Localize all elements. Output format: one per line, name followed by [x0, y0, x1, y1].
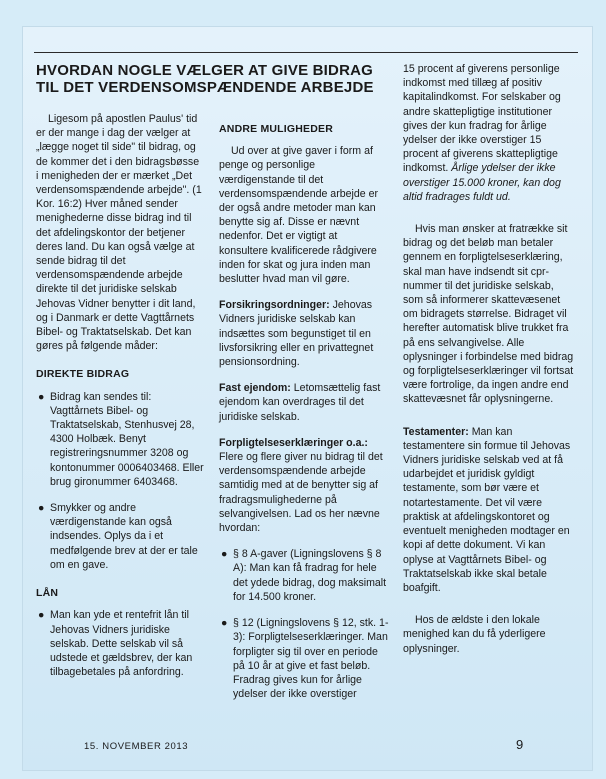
testament-paragraph [403, 425, 576, 595]
deduction-paragraph: Hvis man ønsker at fratrække sit bidrag og det beløb man betaler gennem en forpligtelseserklæring, skal man have indsendt sit cpr-nummer til det juridiske selskab, som så informerer skattevæsenet om bidragets størrelse. Bidraget vil herefter automatisk blive trukket fra på ens selvangivelse. Alle oplysninger i forbindelse med bidrag og forpligtelseserklæringer vil fortsat være fortrolige, da ingen andre end skattevæsnet får oplysningerne. [403, 223, 574, 406]
list-item-text: § 8 A-gaver (Ligningslovens § 8 A): Man kan få fradrag for hele det ydede bidrag, dog maksimalt for 14.500 kroner. [233, 548, 387, 603]
obligation-text: Flere og flere giver nu bidrag til det verdensomspændende arbejde samtidig med at de benytter sig af fradragsmulighederne på selvangivelsen. Lad os her nævne hvordan: [219, 451, 383, 535]
direct-list [36, 390, 204, 572]
testament-heading: Testamenter: [403, 425, 469, 438]
list-item [36, 501, 204, 572]
list-item-text: § 12 (Ligningslovens § 12, stk. 1-3): Forpligtelseserklæringer. Man forpligter sig til over en periode på 10 år at give et fast beløb. Fradrag gives kun for årlige ydelser der ikke overstiger [233, 617, 389, 701]
article-title: HVORDAN NOGLE VÆLGER AT GIVE BIDRAG TIL DET VERDENSOMSPÆNDENDE ARBEJDE [36, 62, 374, 96]
footer-date: 15. NOVEMBER 2013 [84, 741, 189, 752]
obligation-paragraph [219, 436, 389, 535]
bullet-icon: ● [221, 548, 228, 561]
continued-italic-text: Årlige ydelser der ikke overstiger 15.000 kroner, kan dog altid fradrages fuldt ud. [403, 162, 561, 203]
bullet-icon: ● [38, 502, 45, 515]
page-number: 9 [516, 737, 524, 752]
direct-heading: DIREKTE BIDRAG [36, 368, 130, 381]
closing-paragraph: Hos de ældste i den lokale menighed kan du få yderligere oplysninger. [403, 614, 546, 655]
bullet-icon: ● [38, 609, 45, 622]
intro-paragraph: Ligesom på apostlen Paulus' tid er der mange i dag der vælger at „lægge noget til side" til bidrag, og de kommer det i den bidragsbøsse i menigheden der er mærket „Det verdensomspændende arbejde". (1 Kor. 16:2) Hver måned sender menighederne disse bidrag ind til det afdelingskontor der betjener deres land. Du kan også vælge at sende bidrag til det verdensomspændende arbejde direkte til det juridiske selskab Jehovas Vidner benytter i dit land, og i Danmark er dette Vagttårnets Bibel- og Traktatselskab. Det kan gøres på følgende måder: [36, 113, 202, 353]
list-item-text: Smykker og andre værdigenstande kan også indsendes. Oplys da i et medfølgende brev at der er tale om en gave. [50, 502, 198, 571]
list-item-text: Man kan yde et rentefrit lån til Jehovas Vidners juridiske selskab. Dette selskab vil så udstede et gældsbrev, der kan tilbagebetales på anfordring. [50, 609, 193, 679]
loan-heading: LÅN [36, 587, 59, 600]
deduction-list [219, 547, 389, 701]
obligation-heading: Forpligtelseserklæringer o.a.: [219, 436, 368, 449]
list-item-text: Bidrag kan sendes til: Vagttårnets Bibel- og Traktatselskab, Stenhusvej 28, 4300 Holbæk. Benyt registreringsnummer 3208 og kontonummer 0006403468. Eller brug gironummer 6403468. [50, 390, 204, 488]
continued-paragraph [403, 62, 576, 204]
testament-text: Man kan testamentere sin formue til Jehovas Vidners juridiske selskab ved at få udarbejdet et juridisk gyldigt testamente, som bør være et notartestamente. Det vil være praktisk at afdelingskontoret og eventuelt menigheden modtager en kopi af dette dokument. Vi kan oplyse at Vagttårnets Bibel- og Traktatselskab ikke skal betale boafgift. [403, 425, 571, 594]
property-paragraph [219, 381, 389, 424]
list-item [219, 616, 389, 701]
insurance-text: Jehovas Vidners juridiske selskab kan indsættes som begunstiget til en livsforsikring eller en privattegnet pensionsordning. [219, 299, 374, 369]
property-text: Letomsættelig fast ejendom kan overdrages til det juridiske selskab. [219, 382, 381, 423]
bullet-icon: ● [38, 390, 45, 403]
other-options-intro: Ud over at give gaver i form af penge og personlige værdigenstande til det verdensomspændende arbejde er der også andre metoder man kan benytte sig af. Disse er nævnt nedenfor. Det er vigtigt at konsultere kvalificerede rådgivere inden for skat og jura inden man beslutter hvad man vil gøre. [219, 145, 379, 286]
list-item [36, 390, 204, 489]
other-options-heading: ANDRE MULIGHEDER [219, 123, 334, 135]
column-2 [219, 122, 389, 713]
insurance-paragraph [219, 298, 389, 369]
property-heading: Fast ejendom: [219, 382, 291, 395]
header-rule [34, 52, 578, 53]
loan-list [36, 608, 204, 679]
list-item [36, 608, 204, 679]
column-3 [403, 62, 576, 668]
bullet-icon: ● [221, 617, 228, 630]
insurance-heading: Forsikringsordninger: [219, 299, 330, 312]
continued-text: 15 procent af giverens personlige indkomst med tillæg af positiv kapitalindkomst. For selskaber og andre skattepligtige institutioner gives der kun fradrag for årlige ydelser der ikke overstiger 15 procent af giverens skattepligtige indkomst. [403, 63, 561, 175]
list-item [219, 547, 389, 604]
